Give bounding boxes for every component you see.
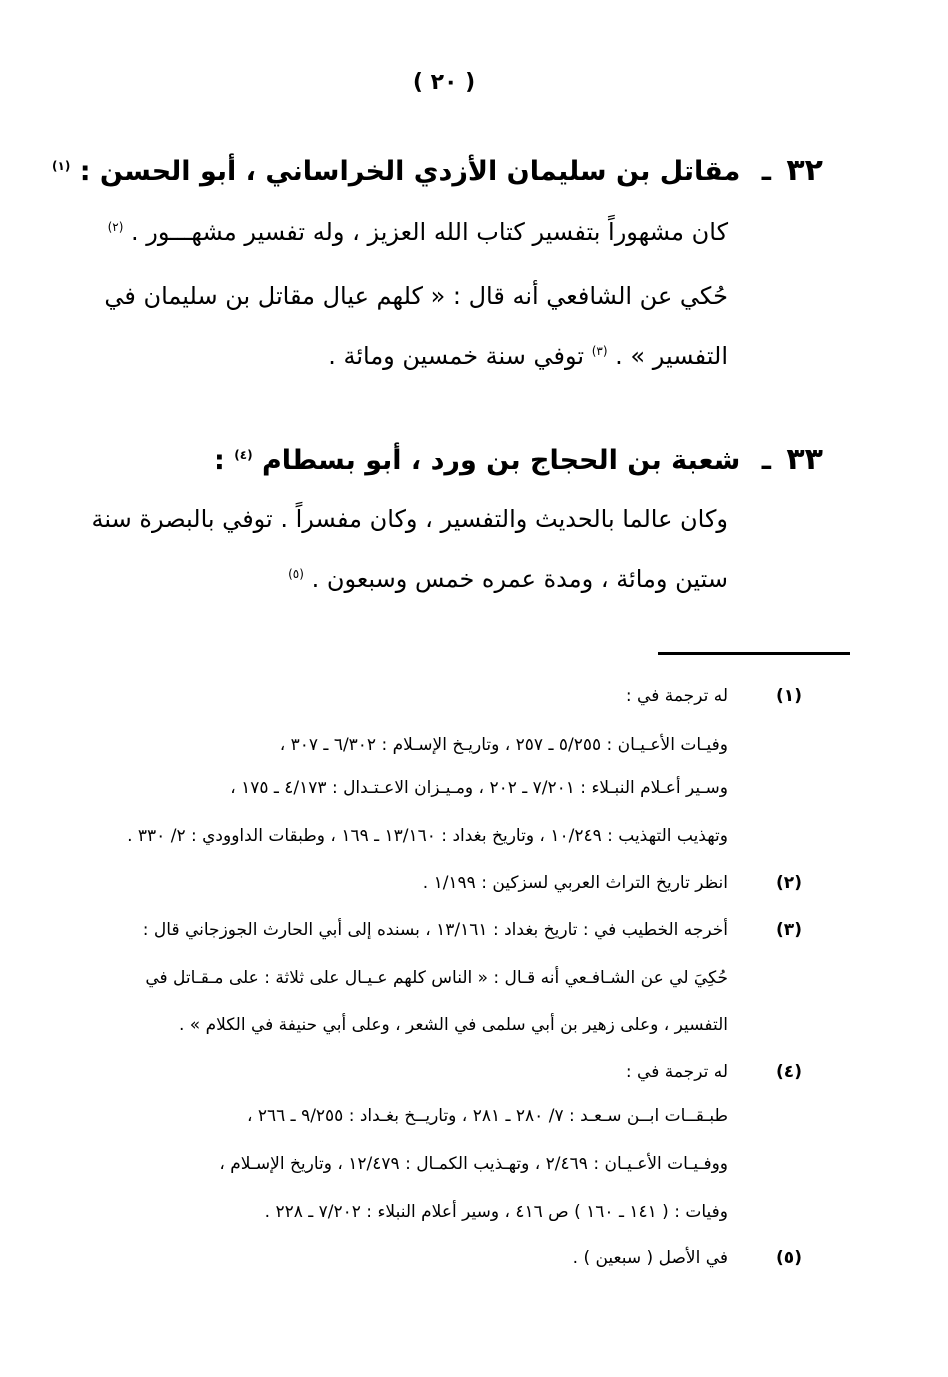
footnote-number: (٢): [776, 873, 802, 893]
page-number: ( ٢٠ ): [412, 70, 476, 95]
footnote-line: انظر تاريخ التراث العربي لسزكين : ١/١٩٩ .: [422, 873, 728, 893]
footnote-line: وسـير أعـلام النبـلاء : ٧/٢٠١ ـ ٢٠٢ ، ومـيـزان الاعـتـدال : ٤/١٧٣ ـ ١٧٥ ،: [230, 778, 728, 798]
footnote-line: طبـقــات ابــن سـعـد : ٧/ ٢٨٠ ـ ٢٨١ ، وتاريــخ بغـداد : ٩/٢٥٥ ـ ٢٦٦ ،: [246, 1106, 728, 1126]
footnote-line: في الأصل ( سبعين ) .: [572, 1248, 728, 1268]
entry-line: [288, 565, 728, 593]
entry-heading: [52, 153, 823, 188]
footnote-number: (١): [776, 686, 802, 706]
entry-title: مقاتل بن سليمان الأزدي الخراساني ، أبو الحسن :: [79, 156, 741, 187]
footnote-line: وفيـات الأعـيـان : ٥/٢٥٥ ـ ٢٥٧ ، وتاريـخ الإسـلام : ٦/٣٠٢ ـ ٣٠٧ ،: [279, 735, 728, 755]
entry-line-text: وكان عالما بالحديث والتفسير ، وكان مفسراً . توفي بالبصرة سنة: [91, 505, 728, 533]
footnote-ref: (٣): [591, 344, 608, 358]
entry-line-text: كان مشهوراً بتفسير كتاب الله العزيز ، وله تفسير مشهـــور .: [131, 218, 728, 246]
entry-dash: ـ: [761, 156, 771, 187]
entry-dash: ـ: [761, 445, 771, 476]
footnote-line: التفسير ، وعلى زهير بن أبي سلمى في الشعر ، وعلى أبي حنيفة في الكلام » .: [178, 1015, 728, 1035]
footnote-ref: (٢): [107, 220, 124, 234]
footnote-number: (٣): [776, 920, 802, 940]
entry-line-text: توفي سنة خمسين ومائة .: [328, 342, 585, 370]
entry-line-text: حُكي عن الشافعي أنه قال : « كلهم عيال مقاتل بن سليمان في: [104, 282, 728, 310]
footnote-ref: (١): [52, 159, 71, 173]
entry-title: شعبة بن الحجاج بن ورد ، أبو بسطام: [261, 445, 741, 476]
footnote-ref: (٥): [288, 567, 304, 581]
footnote-line: ووفـيـات الأعـيـان : ٢/٤٦٩ ، وتهـذيب الكمـال : ١٢/٤٧٩ ، وتاريخ الإسـلام ،: [219, 1154, 728, 1174]
entry-title-colon: :: [214, 445, 225, 476]
footnote-line: له ترجمة في :: [625, 1062, 728, 1082]
entry-line-text: ستين ومائة ، ومدة عمره خمس وسبعون .: [311, 565, 728, 593]
entry-heading: [214, 442, 823, 477]
entry-line: [108, 218, 728, 246]
footnote-number: (٤): [776, 1062, 802, 1082]
entry-number: ٣٣: [786, 442, 823, 477]
entry-line: [104, 282, 728, 310]
entry-line: [92, 505, 728, 533]
entry-line-text: التفسير » .: [615, 342, 728, 370]
footnote-separator: [658, 652, 850, 655]
footnote-line: أخرجه الخطيب في : تاريخ بغداد : ١٣/١٦١ ، بسنده إلى أبي الحارث الجوزجاني قال :: [142, 920, 728, 940]
entry-line: [328, 342, 728, 370]
footnote-line: وتهذيب التهذيب : ١٠/٢٤٩ ، وتاريخ بغداد : ١٣/١٦٠ ـ ١٦٩ ، وطبقات الداوودي : ٢/ ٣٣٠ .: [127, 826, 728, 846]
footnote-line: حُكِيَ لي عن الشـافـعي أنه قـال : « الناس كلهم عـيـال على ثلاثة : على مـقـاتل في: [145, 968, 728, 988]
footnote-ref: (٤): [234, 448, 253, 462]
footnote-line: وفيات : ( ١٤١ ـ ١٦٠ ) ص ٤١٦ ، وسير أعلام النبلاء : ٧/٢٠٢ ـ ٢٢٨ .: [264, 1202, 728, 1222]
footnote-line: له ترجمة في :: [625, 686, 728, 706]
entry-number: ٣٢: [786, 153, 823, 188]
footnote-number: (٥): [776, 1248, 802, 1268]
